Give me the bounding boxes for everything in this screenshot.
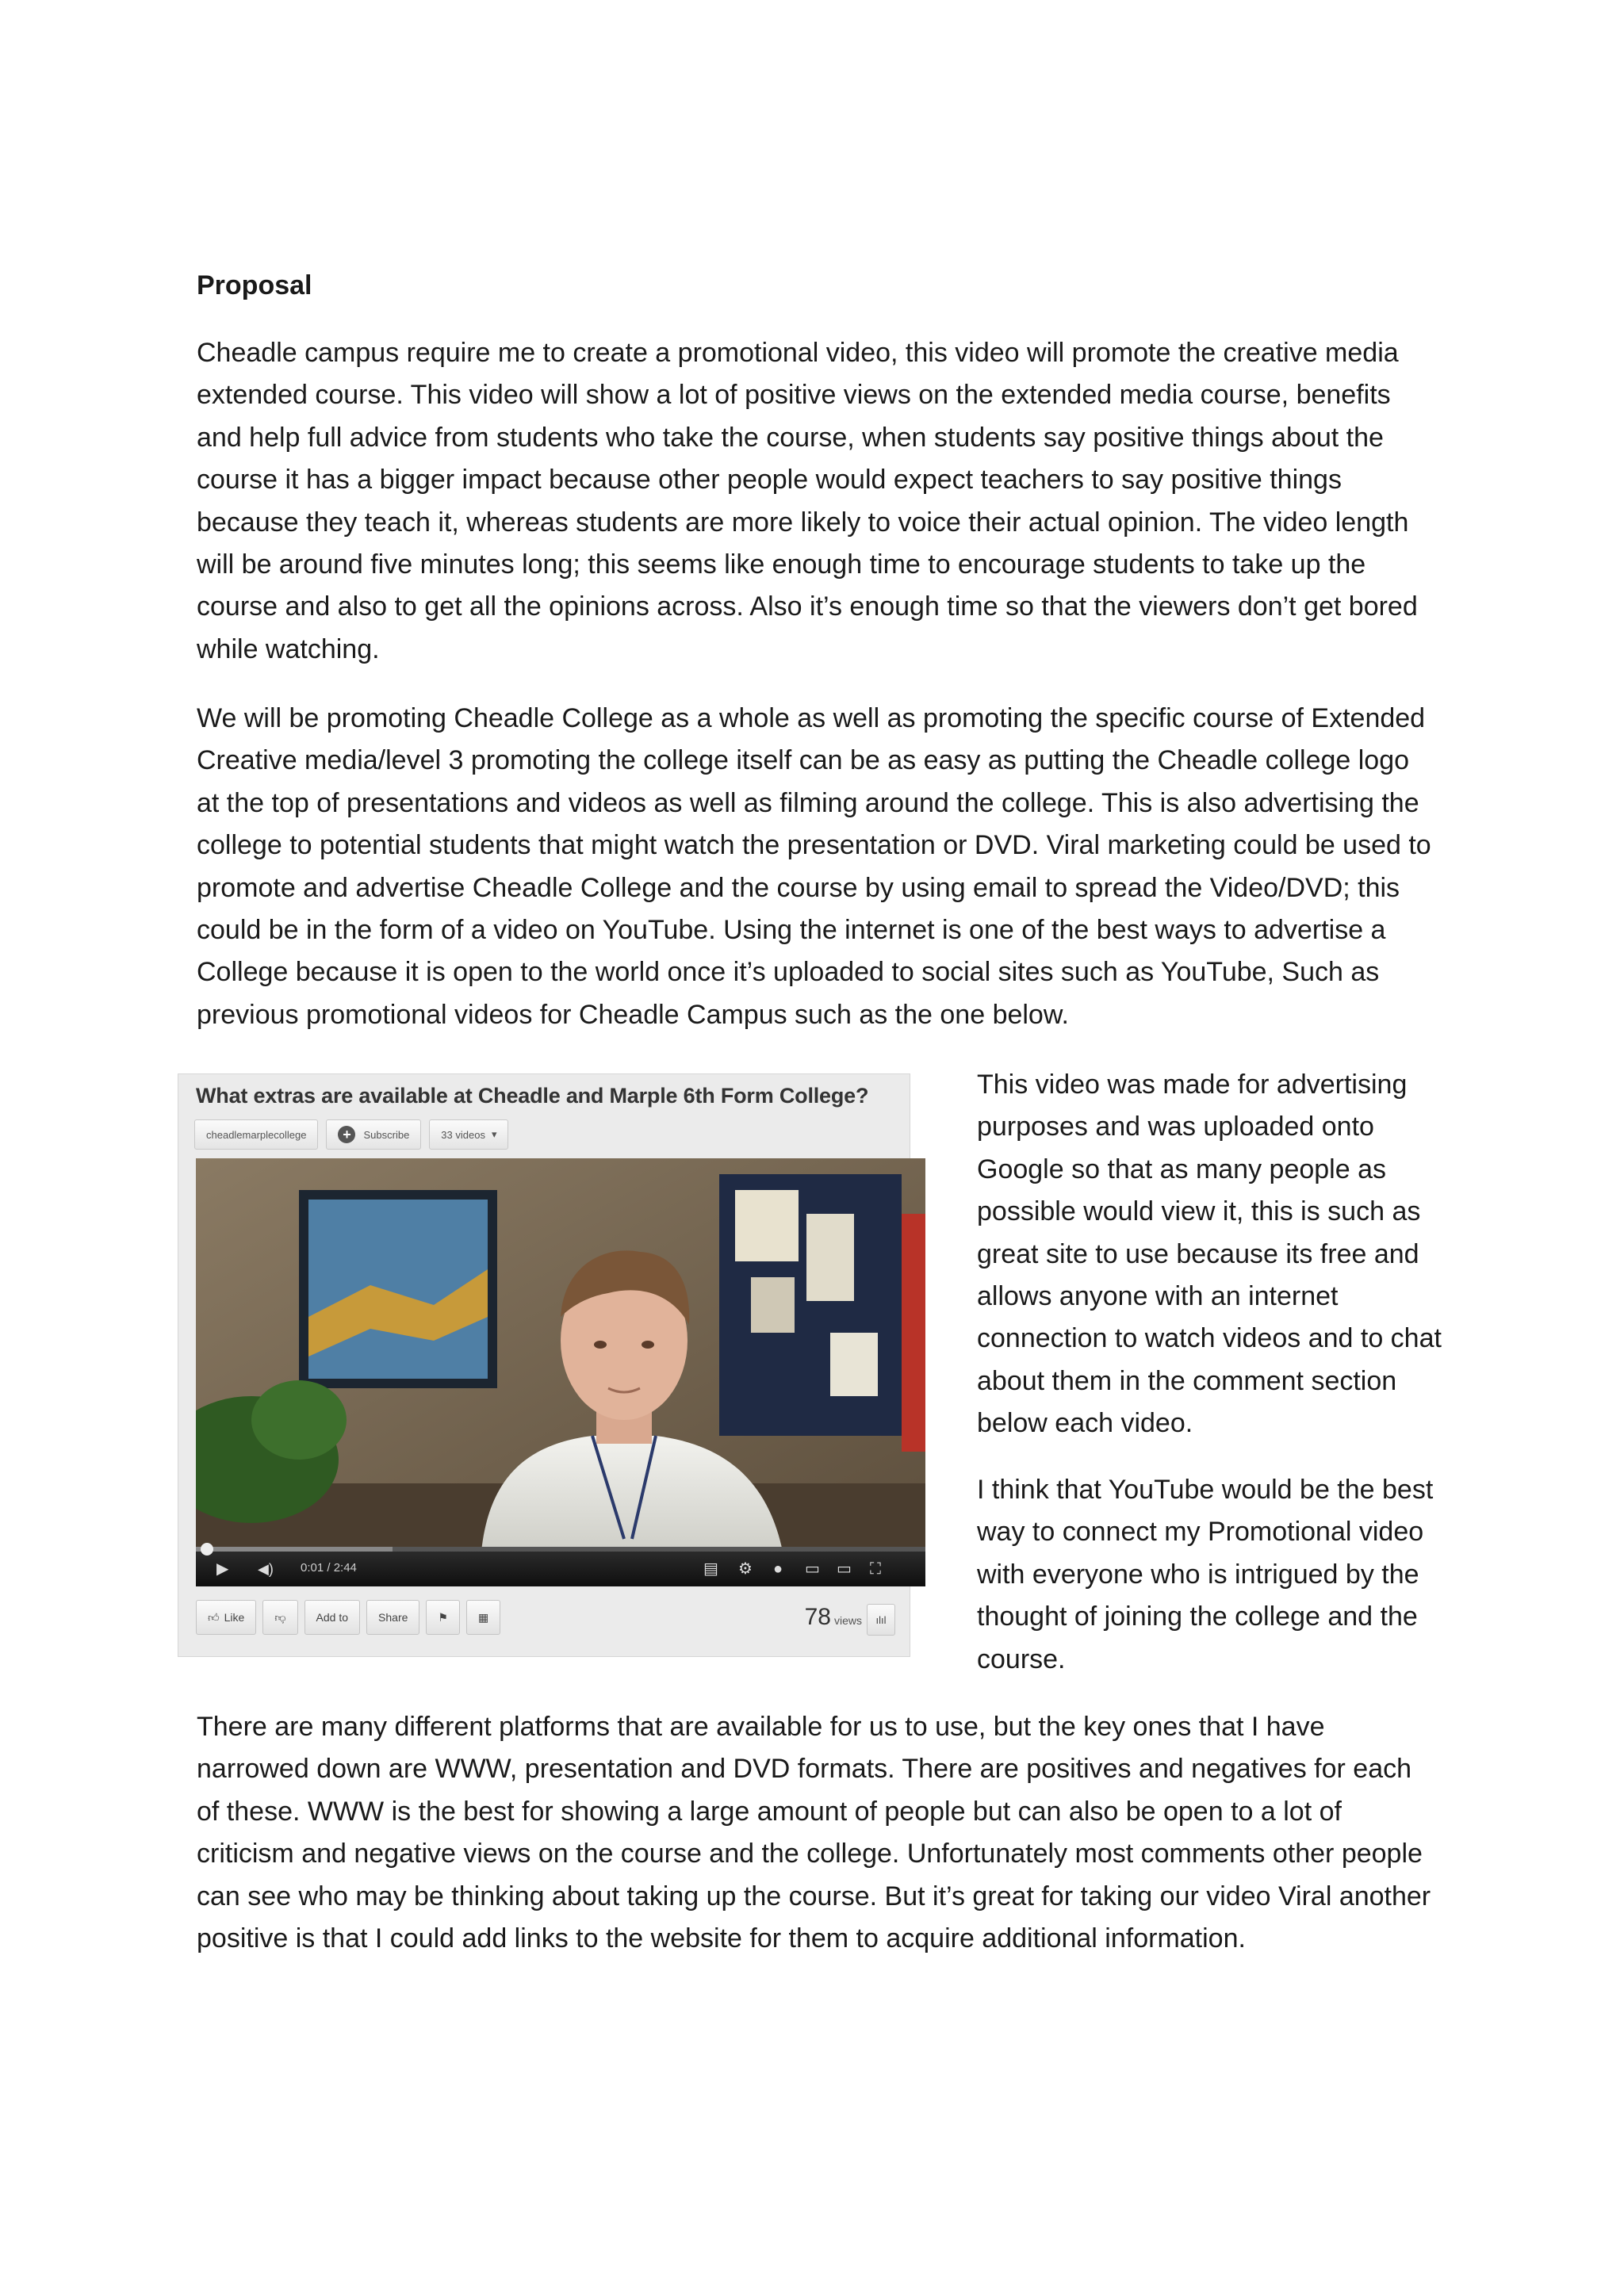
fullscreen-icon[interactable]: ⛶ (870, 1560, 881, 1578)
view-count-label: views (833, 1614, 862, 1627)
thumbs-up-icon: 👍︎ (208, 1610, 220, 1624)
progress-knob[interactable] (201, 1543, 213, 1556)
annotations-icon[interactable]: ● (773, 1560, 783, 1578)
paragraph-1: Cheadle campus require me to create a promotional video, this video will promote the creative media extended course. This video will show a lot of positive views on the extended media course, benefits and help full advice from students who take the course, when students say positive things about the course it has a bigger impact because other people would expect teachers to say positive things because they teach it, whereas students are more likely to voice their actual opinion. The video length will be around five minutes long; this seems like enough time to encourage students to take up the course and also to get all the opinions across. Also it’s enough time so that the viewers don’t get bored while watching. (197, 338, 1418, 664)
small-player-icon[interactable]: ▭ (805, 1560, 820, 1578)
videos-dropdown[interactable] (429, 1119, 508, 1150)
progress-bar[interactable] (196, 1547, 925, 1552)
channel-bar (194, 1119, 508, 1150)
video-frame[interactable] (196, 1158, 925, 1552)
volume-icon[interactable]: ◀) (258, 1561, 274, 1577)
time-display: 0:01 / 2:44 (301, 1561, 357, 1575)
like-label: Like (224, 1611, 245, 1624)
stats-button[interactable] (867, 1604, 895, 1636)
captions-icon[interactable]: ▤ (703, 1560, 718, 1578)
play-icon[interactable]: ▶ (216, 1560, 229, 1578)
flag-button[interactable] (426, 1600, 460, 1635)
video-still (196, 1158, 925, 1552)
add-to-button[interactable]: Add to (304, 1600, 360, 1635)
player-controls (196, 1552, 925, 1586)
side-paragraph-2: I think that YouTube would be the best way to connect my Promotional video with everyone who is intrigued by the thought of joining the college and the course. (977, 1475, 1434, 1674)
channel-name-button[interactable]: cheadlemarplecollege (194, 1119, 318, 1150)
gear-icon[interactable]: ⚙ (738, 1560, 753, 1578)
subscribe-label: Subscribe (363, 1128, 410, 1141)
videos-count: 33 videos (441, 1128, 485, 1141)
subscribe-button[interactable] (326, 1119, 421, 1150)
view-count (805, 1604, 862, 1631)
paragraph-2: We will be promoting Cheadle College as a whole as well as promoting the specific course of Extended Creative media/level 3 promoting the college itself can be as easy as putting the Cheadle college logo at the top of presentations and videos as well as filming around the college. This is also advertising the college to potential students that might watch the presentation or DVD. Viral marketing could be used to promote and advertise Cheadle College and the course by using email to spread the Video/DVD; this could be in the form of a video on YouTube. Using the internet is one of the best ways to advertise a College because it is open to the world once it’s uploaded to social sites such as YouTube, Such as previous promotional videos for Cheadle Campus such as the one below. (197, 703, 1431, 1030)
plus-icon: + (338, 1126, 355, 1143)
like-button[interactable] (196, 1600, 256, 1635)
large-player-icon[interactable]: ▭ (837, 1560, 852, 1578)
flag-icon: ⚑ (438, 1610, 448, 1624)
bar-chart-icon: ılıl (875, 1613, 887, 1626)
side-paragraph-1: This video was made for advertising purposes and was uploaded onto Google so that as many people as possible would view it, this is such as great site to use because its free and allows anyone with an internet connection to watch videos and to chat about them in the comment section below each video. (977, 1070, 1442, 1439)
transcript-button[interactable] (466, 1600, 500, 1635)
action-bar (196, 1598, 500, 1637)
dislike-button[interactable] (262, 1600, 297, 1635)
heading: Proposal (197, 270, 312, 300)
view-count-number: 78 (804, 1604, 831, 1630)
paragraph-3: There are many different platforms that are available for us to use, but the key ones that I have narrowed down are WWW, presentation and DVD formats. There are positives and negatives for each of these. WWW is the best for showing a large amount of people but can also be open to a lot of criticism and negative views on the course and the college. Unfortunately most comments other people can see who may be thinking about taking up the course. But it’s great for taking our video Viral another positive is that I could add links to the website for them to acquire additional information. (197, 1712, 1431, 1954)
video-title: What extras are available at Cheadle and Marple 6th Form College? (196, 1084, 869, 1108)
transcript-icon: ▦ (477, 1610, 489, 1624)
share-button[interactable]: Share (366, 1600, 419, 1635)
youtube-screenshot (178, 1073, 910, 1657)
thumbs-down-icon: 👎︎ (274, 1610, 286, 1624)
progress-buffered (196, 1547, 393, 1552)
chevron-down-icon: ▾ (491, 1128, 497, 1140)
